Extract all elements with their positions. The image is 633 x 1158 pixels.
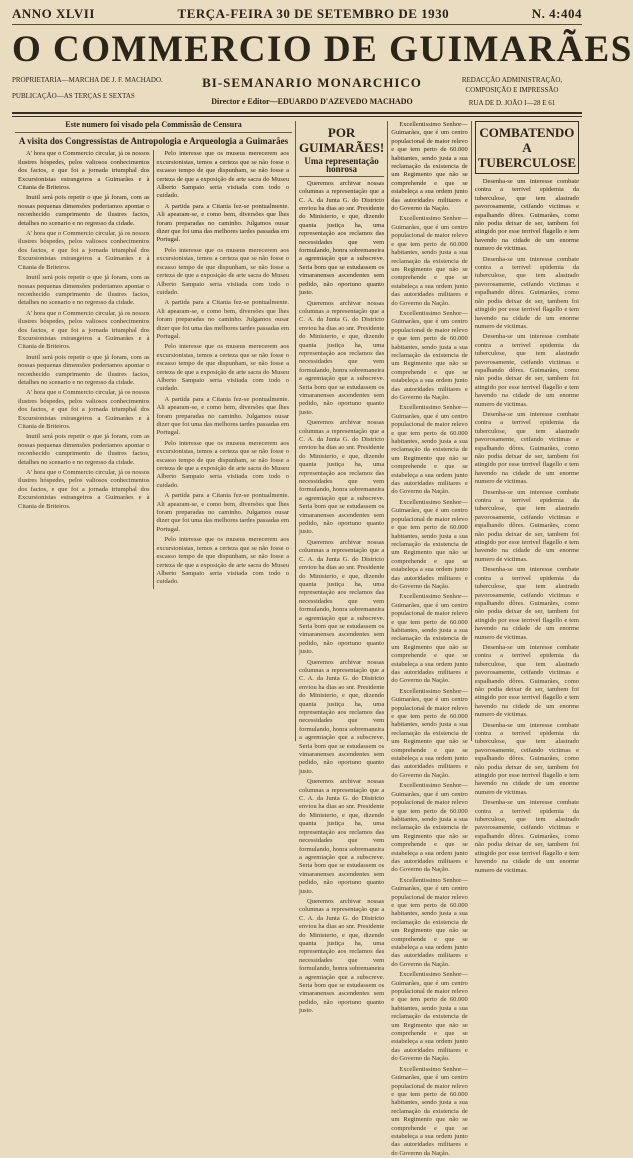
article2-paragraph: Queremos archivar nossas columnas a representação que a C. A. da Junta G. do Districto enviou ha dias ao snr. Presidente do Ministerio, e que, dizendo quanta justiça ha, uma representação aos reclamos das necessidades que vem formulando, honra sobremaneira a agremiação que a subscreve. Seria bom que se estudassem os vimaranenses ascendentes sem pedido, não oportuno quanto justo. [299,658,385,775]
article3-paragraph: Excellentissimo Senhor—Guimarães, que é um centro populacional de maior relevo e que tem perto de 60.000 habitantes, sendo justa a sua reclamação da existencia de um Regimento que não se comprehende e que se estabeleça a sua ordem junto das autoridades militares e do Governo da Nação. [391,215,468,307]
column-wide-left [12,121,296,741]
article4-paragraph: Desenha-se um interesse combate contra a terrivel epidemia da tuberculose, que tem alastrado pavorosamente, ceifando victimas e espalhando dôres. Guimarães, como não podia deixar de ser, tambem foi atingido por esse terrivel flagello e tem havendo na cidade de um enorme numero de victimas. [474,643,579,719]
article4-paragraph: Desenha-se um interesse combate contra a terrivel epidemia da tuberculose, que tem alastrado pavorosamente, ceifando victimas e espalhando dôres. Guimarães, como não podia deixar de ser, tambem foi atingido por esse terrivel flagello e tem havendo na cidade de um enorme numero de victimas. [474,410,579,486]
article3-paragraph: Excellentissimo Senhor—Guimarães, que é um centro populacional de maior relevo e que tem perto de 60.000 habitantes, sendo justa a sua reclamação da existencia de um Regimento que não se comprehende e que se estabeleça a sua ordem junto das autoridades militares e do Governo da Nação. [391,876,468,968]
article1-column-a [15,150,154,588]
masthead-details [12,75,582,108]
issue-number: N. 4:404 [531,6,582,21]
article1-paragraph: Pelo interesse que os museus merecerem aos excursionistas, temos a certeza que se não fosse o escasso tempo de que dispunham, se não fosse a certeza de que a exposição de arte sacra do Museu Alberto Sampaio seria visitada com todo o cuidado. [156,246,289,296]
issue-line [12,6,582,25]
issue-year: ANNO XLVII [12,6,95,21]
article1-title: A visita dos Congressistas de Antropologia e Arqueologia a Guimarães [18,136,289,147]
article4-title: COMBATENDO A TUBERCULOSE [475,121,579,174]
article2-paragraph: Queremos archivar nossas columnas a representação que a C. A. da Junta G. do Districto enviou ha dias ao snr. Presidente do Ministerio, e que, dizendo quanta justiça ha, uma representação aos reclamos das necessidades que vem formulando, honra sobremaneira a agremiação que a subscreve. Seria bom que se estudassem os vimaranenses ascendentes sem pedido, não oportuno quanto justo. [299,538,385,656]
censorship-notice: Este numero foi visado pela Commissão de Censura [15,121,292,133]
article2-paragraph: Queremos archivar nossas columnas a representação que a C. A. da Junta G. do Districto enviou ha dias ao snr. Presidente do Ministerio, e que, dizendo quanta justiça ha, uma representação aos reclamos das necessidades que vem formulando, honra sobremaneira a agremiação que a subscreve. Seria bom que se estudassem os vimaranenses ascendentes sem pedido, não oportuno quanto justo. [299,419,385,536]
masthead-left [12,75,182,101]
article3-paragraph: Excellentissimo Senhor—Guimarães, que é um centro populacional de maior relevo e que tem perto de 60.000 habitantes, sendo justa a sua reclamação da existencia de um Regimento que não se comprehende e que se estabeleça a sua ordem junto das autoridades militares e do Governo da Nação. [391,404,468,496]
masthead-right [442,75,582,108]
article1-paragraph: Inutil será pois repetir o que já foram, com as nossas pequenas dimensões poderiamos apontar o reconhecido cumprimento de ilustres factos, detalhes no scenario e no regresso da cidade. [18,433,150,466]
article3-paragraph: Excellentissimo Senhor—Guimarães, que é um centro populacional de maior relevo e que tem perto de 60.000 habitantes, sendo justa a sua reclamação da existencia de um Regimento que não se comprehende e que se estabeleça a sua ordem junto das autoridades militares e do Governo da Nação. [391,1065,468,1157]
article4-paragraph: Desenha-se um interesse combate contra a terrivel epidemia da tuberculose, que tem alastrado pavorosamente, ceifando victimas e espalhando dôres. Guimarães, como não podia deixar de ser, tambem foi atingido por esse terrivel flagello e tem havendo na cidade de um enorme numero de victimas. [474,721,579,796]
director-line: Director e Editor—EDUARDO D'AZEVEDO MACHADO [211,97,413,106]
article1-paragraph: Pelo interesse que os museus merecerem aos excursionistas, temos a certeza que se não fosse o escasso tempo de que dispunham, se não fosse a certeza de que a exposição de arte sacra do Museu Alberto Sampaio seria visitada com todo o cuidado. [156,439,289,489]
article2-title: POR GUIMARÃES! [299,125,385,155]
article4-paragraph: Desenha-se um interesse combate contra a terrivel epidemia da tuberculose, que tem alastrado pavorosamente, ceifando victimas e espalhando dôres. Guimarães, como não podia deixar de ser, tambem foi atingido por esse terrivel flagello e tem havendo na cidade de um enorme numero de victimas. [474,488,579,563]
article3-paragraph: Excellentissimo Senhor—Guimarães, que é um centro populacional de maior relevo e que tem perto de 60.000 habitantes, sendo justa a sua reclamação da existencia de um Regimento que não se comprehende e que se estabeleça a sua ordem junto das autoridades militares e do Governo da Nação. [391,309,468,401]
article3-paragraph: Excellentissimo Senhor—Guimarães, que é um centro populacional de maior relevo e que tem perto de 60.000 habitantes, sendo justa a sua reclamação da existencia de um Regimento que não se comprehende e que se estabeleça a sua ordem junto das autoridades militares e do Governo da Nação. [391,971,468,1063]
address-line: RUA DE D. JOÃO I—28 E 61 [468,99,556,107]
article1-paragraph: Inutil será pois repetir o que já foram, com as nossas pequenas dimensões poderiamos apontar o reconhecido cumprimento de ilustres factos, detalhes no scenario e no regresso da cidade. [18,194,150,227]
article1-paragraph: A partida para a Citania fez-se pontualmente. Ali apearam-se, e como bem, diversões que lhes foram preparadas no caminho. Julgamos ousar dizer que foi uma das melhores tardes passadas em Portugal. [156,395,289,437]
article2-subtitle: Uma representação honrosa [299,157,384,177]
article1-paragraph: A partida para a Citania fez-se pontualmente. Ali apearam-se, e como bem, diversões que lhes foram preparadas no caminho. Julgamos ousar dizer que foi uma das melhores tardes passadas em Portugal. [156,492,289,533]
article3-paragraph: Excellentissimo Senhor—Guimarães, que é um centro populacional de maior relevo e que tem perto de 60.000 habitantes, sendo justa a sua reclamação da existencia de um Regimento que não se comprehende e que se estabeleça a sua ordem junto das autoridades militares e do Governo da Nação. [391,498,468,590]
article1-paragraph: A' hora que o Commercio circular, já os nossos ilustres hóspedes, pelos valiosos conhecimentos dos factos, e que foi a jornada triumphal dos Excursionistas estrangeiros a Guimarães e à Citania de Briteiros. [18,389,150,430]
article2-paragraph: Queremos archivar nossas columnas a representação que a C. A. da Junta G. do Districto enviou ha dias ao snr. Presidente do Ministerio, e que, dizendo quanta justiça ha, uma representação aos reclamos das necessidades que vem formulando, honra sobremaneira a agremiação que a subscreve. Seria bom que se estudassem os vimaranenses ascendentes sem pedido, não oportuno quanto justo. [299,179,385,297]
masthead-center [182,75,442,106]
article1-paragraph: A' hora que o Commercio circular, já os nossos ilustres hóspedes, pelos valiosos conhecimentos dos factos, e que foi a jornada triumphal dos Excursionistas estrangeiros a Guimarães e à Citania de Briteiros. [18,230,150,271]
article1-paragraph: Pelo interesse que os museus merecerem aos excursionistas, temos a certeza que se não fosse o escasso tempo de que dispunham, se não fosse a certeza de que a exposição de arte sacra do Museu Alberto Sampaio seria visitada com todo o cuidado. [156,343,289,393]
article2-paragraph: Queremos archivar nossas columnas a representação que a C. A. da Junta G. do Districto enviou ha dias ao snr. Presidente do Ministerio, e que, dizendo quanta justiça ha, uma representação aos reclamos das necessidades que vem formulando, honra sobremaneira a agremiação que a subscreve. Seria bom que se estudassem os vimaranenses ascendentes sem pedido, não oportuno quanto justo. [299,778,385,895]
article3-paragraph: Excellentissimo Senhor—Guimarães, que é um centro populacional de maior relevo e que tem perto de 60.000 habitantes, sendo justa a sua reclamação da existencia de um Regimento que não se comprehende e que se estabeleça a sua ordem junto das autoridades militares e do Governo da Nação. [391,121,468,213]
article4-paragraph: Desenha-se um interesse combate contra a terrivel epidemia da tuberculose, que tem alastrado pavorosamente, ceifando victimas e espalhando dôres. Guimarães, como não podia deixar de ser, tambem foi atingido por esse terrivel flagello e tem havendo na cidade de um enorme numero de victimas. [474,333,579,408]
article3-paragraph: Excellentissimo Senhor—Guimarães, que é um centro populacional de maior relevo e que tem perto de 60.000 habitantes, sendo justa a sua reclamação da existencia de um Regimento que não se comprehende e que se estabeleça a sua ordem junto das autoridades militares e do Governo da Nação. [391,782,468,874]
article3-paragraph: Excellentissimo Senhor—Guimarães, que é um centro populacional de maior relevo e que tem perto de 60.000 habitantes, sendo justa a sua reclamação da existencia de um Regimento que não se comprehende e que se estabeleça a sua ordem junto das autoridades militares e do Governo da Nação. [391,593,468,685]
article1-body [15,150,292,588]
column-tuberculose [472,121,582,874]
article1-paragraph: A partida para a Citania fez-se pontualmente. Ali apearam-se, e como bem, diversões que lhes foram preparadas no caminho. Julgamos ousar dizer que foi uma das melhores tardes passadas em Portugal. [156,202,289,244]
newspaper-subtitle: BI-SEMANARIO MONARCHICO [202,75,422,90]
article1-paragraph: Pelo interesse que os museus merecerem aos excursionistas, temos a certeza que se não fosse o escasso tempo de que dispunham, se não fosse a certeza de que a exposição de arte sacra do Museu Alberto Sampaio seria visitada com todo o cuidado. [156,150,289,200]
column-por-guimaraes [296,121,388,1015]
article2-paragraph: Queremos archivar nossas columnas a representação que a C. A. da Junta G. do Districto enviou ha dias ao snr. Presidente do Ministerio, e que, dizendo quanta justiça ha, uma representação aos reclamos das necessidades que vem formulando, honra sobremaneira a agremiação que a subscreve. Seria bom que se estudassem os vimaranenses ascendentes sem pedido, não oportuno quanto justo. [299,897,385,1015]
article2-paragraph: Queremos archivar nossas columnas a representação que a C. A. da Junta G. do Districto enviou ha dias ao snr. Presidente do Ministerio, e que, dizendo quanta justiça ha, uma representação aos reclamos das necessidades que vem formulando, honra sobremaneira a agremiação que a subscreve. Seria bom que se estudassem os vimaranenses ascendentes sem pedido, não oportuno quanto justo. [299,299,385,416]
article4-paragraph: Desenha-se um interesse combate contra a terrivel epidemia da tuberculose, que tem alastrado pavorosamente, ceifando victimas e espalhando dôres. Guimarães, como não podia deixar de ser, tambem foi atingido por esse terrivel flagello e tem havendo na cidade de um enorme numero de victimas. [474,178,579,253]
article1-paragraph: Pelo interesse que os museus merecerem aos excursionistas, temos a certeza que se não fosse o escasso tempo de que dispunham, se não fosse a certeza de que a exposição de arte sacra do Museu Alberto Sampaio seria visitada com todo o cuidado. [156,536,289,586]
article4-paragraph: Desenha-se um interesse combate contra a terrivel epidemia da tuberculose, que tem alastrado pavorosamente, ceifando victimas e espalhando dôres. Guimarães, como não podia deixar de ser, tambem foi atingido por esse terrivel flagello e tem havendo na cidade de um enorme numero de victimas. [474,799,579,874]
masthead-title: O COMMERCIO DE GUIMARÃES [12,29,633,70]
article1-paragraph: A partida para a Citania fez-se pontualmente. Ali apearam-se, e como bem, diversões que lhes foram preparadas no caminho. Julgamos ousar dizer que foi uma das melhores tardes passadas em Portugal. [156,299,289,340]
article1-paragraph: A' hora que o Commercio circular, já os nossos ilustres hóspedes, pelos valiosos conhecimentos dos factos, e que foi a jornada triumphal dos Excursionistas estrangeiros a Guimarães e à Citania de Briteiros. [18,150,150,192]
article1-paragraph: Inutil será pois repetir o que já foram, com as nossas pequenas dimensões poderiamos apontar o reconhecido cumprimento de ilustres factos, detalhes no scenario e no regresso da cidade. [18,353,150,386]
article1-paragraph: Inutil será pois repetir o que já foram, com as nossas pequenas dimensões poderiamos apontar o reconhecido cumprimento de ilustres factos, detalhes no scenario e no regresso da cidade. [18,274,150,307]
article4-paragraph: Desenha-se um interesse combate contra a terrivel epidemia da tuberculose, que tem alastrado pavorosamente, ceifando victimas e espalhando dôres. Guimarães, como não podia deixar de ser, tambem foi atingido por esse terrivel flagello e tem havendo na cidade de um enorme numero de victimas. [474,255,579,330]
columns-area [12,120,582,1157]
article4-paragraph: Desenha-se um interesse combate contra a terrivel epidemia da tuberculose, que tem alastrado pavorosamente, ceifando victimas e espalhando dôres. Guimarães, como não podia deixar de ser, tambem foi atingido por esse terrivel flagello e tem havendo na cidade de um enorme numero de victimas. [474,566,579,641]
owner-line: PROPRIETARIA—MARCHA DE J. F. MACHADO. [12,76,163,84]
publication-line: PUBLICAÇÃO—AS TERÇAS E SEXTAS [12,92,135,100]
article3-paragraph: Excellentissimo Senhor—Guimarães, que é um centro populacional de maior relevo e que tem perto de 60.000 habitantes, sendo justa a sua reclamação da existencia de um Regimento que não se comprehende e que se estabeleça a sua ordem junto das autoridades militares e do Governo da Nação. [391,687,468,779]
article1-paragraph: A' hora que o Commercio circular, já os nossos ilustres hóspedes, pelos valiosos conhecimentos dos factos, e que foi a jornada triumphal dos Excursionistas estrangeiros a Guimarães e à Citania de Briteiros. [18,469,150,510]
office-line: REDACÇÃO ADMINISTRAÇÃO, COMPOSIÇÃO E IMPRESSÃO [461,76,563,94]
column-representation [388,121,472,1157]
article1-column-b [154,150,292,588]
issue-date: TERÇA-FEIRA 30 DE SETEMBRO DE 1930 [177,6,450,21]
article1-paragraph: A' hora que o Commercio circular, já os nossos ilustres hóspedes, pelos valiosos conhecimentos dos factos, e que foi a jornada triumphal dos Excursionistas estrangeiros a Guimarães e à Citania de Briteiros. [18,309,150,351]
masthead-rule [12,112,582,117]
